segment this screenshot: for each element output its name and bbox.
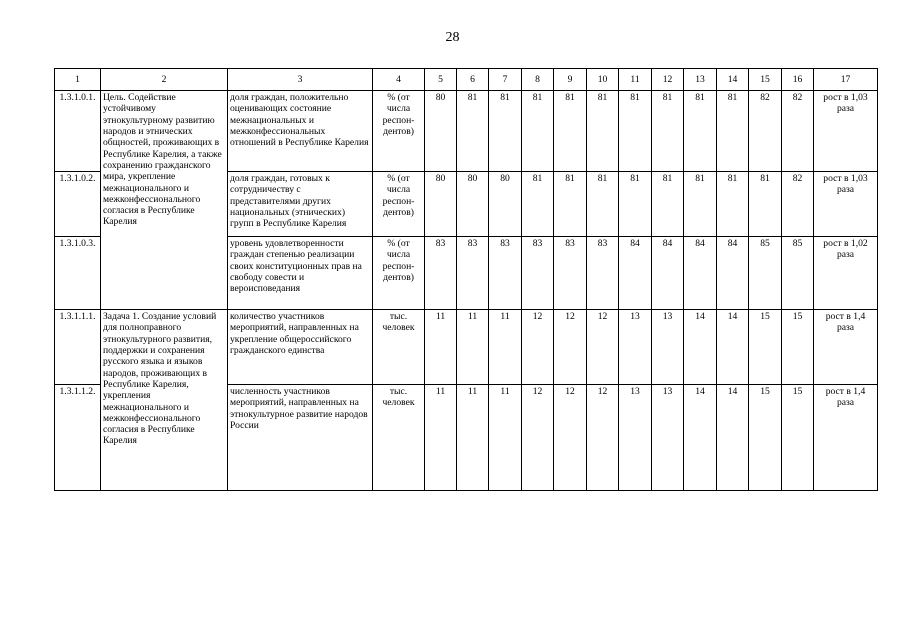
table-row [55,91,878,172]
value-cell: 14 [717,385,749,491]
column-number: 11 [619,69,652,91]
result-cell: рост в 1,4 раза [814,310,878,385]
value-cell: 80 [425,91,457,172]
value-cell: 81 [587,91,619,172]
value-cell: 15 [782,385,814,491]
result-cell: рост в 1,03 раза [814,91,878,172]
column-number: 17 [814,69,878,91]
value-cell: 11 [457,385,489,491]
value-cell: 15 [782,310,814,385]
column-number: 3 [228,69,373,91]
indicator-cell: численность участников мероприятий, направленных на этнокультурное развитие народов России [228,385,373,491]
value-cell: 81 [717,172,749,237]
value-cell: 12 [554,385,587,491]
value-cell: 81 [652,172,684,237]
value-cell: 81 [684,91,717,172]
column-number: 7 [489,69,522,91]
row-code: 1.3.1.1.1. [55,310,101,385]
column-number: 8 [522,69,554,91]
value-cell: 11 [425,385,457,491]
table-row [55,310,878,385]
indicator-cell: доля граждан, положительно оценивающих состояние межнациональных и межконфессиональных отношений в Республике Карелия [228,91,373,172]
unit-cell: % (от числа респон-дентов) [373,91,425,172]
value-cell: 81 [554,91,587,172]
value-cell: 81 [619,91,652,172]
value-cell: 13 [652,385,684,491]
value-cell: 13 [619,310,652,385]
result-cell: рост в 1,02 раза [814,237,878,310]
value-cell: 80 [425,172,457,237]
value-cell: 11 [489,385,522,491]
value-cell: 83 [425,237,457,310]
value-cell: 83 [554,237,587,310]
value-cell: 83 [587,237,619,310]
value-cell: 15 [749,385,782,491]
value-cell: 81 [749,172,782,237]
value-cell: 13 [652,310,684,385]
value-cell: 82 [782,172,814,237]
column-number: 10 [587,69,619,91]
page-number: 28 [445,30,460,45]
value-cell: 12 [522,310,554,385]
value-cell: 81 [684,172,717,237]
column-number: 16 [782,69,814,91]
task-cell: Задача 1. Создание условий для полноправного этнокультурного развития, поддержки и сохранения русского языка и языков народов, проживающих в Республике Карелия, укрепления межнационального и межконфессионального согласия в Республике Карелия [101,310,228,491]
header-row [55,69,878,91]
value-cell: 84 [717,237,749,310]
column-number: 9 [554,69,587,91]
value-cell: 81 [457,91,489,172]
column-number: 6 [457,69,489,91]
value-cell: 15 [749,310,782,385]
row-code: 1.3.1.0.2. [55,172,101,237]
unit-cell: % (от числа респон-дентов) [373,237,425,310]
unit-cell: % (от числа респон-дентов) [373,172,425,237]
indicator-cell: уровень удовлетворенности граждан степенью реализации своих конституционных прав на свободу совести и вероисповедания [228,237,373,310]
value-cell: 84 [684,237,717,310]
value-cell: 12 [587,310,619,385]
value-cell: 81 [587,172,619,237]
value-cell: 14 [717,310,749,385]
value-cell: 80 [457,172,489,237]
value-cell: 81 [554,172,587,237]
unit-cell: тыс. человек [373,310,425,385]
value-cell: 85 [749,237,782,310]
unit-cell: тыс. человек [373,385,425,491]
value-cell: 12 [554,310,587,385]
value-cell: 14 [684,310,717,385]
value-cell: 80 [489,172,522,237]
value-cell: 83 [489,237,522,310]
column-number: 1 [55,69,101,91]
value-cell: 14 [684,385,717,491]
result-cell: рост в 1,03 раза [814,172,878,237]
value-cell: 11 [425,310,457,385]
column-number: 2 [101,69,228,91]
value-cell: 83 [457,237,489,310]
value-cell: 13 [619,385,652,491]
value-cell: 82 [749,91,782,172]
value-cell: 11 [489,310,522,385]
value-cell: 83 [522,237,554,310]
column-number: 5 [425,69,457,91]
value-cell: 82 [782,91,814,172]
value-cell: 81 [489,91,522,172]
row-code: 1.3.1.0.1. [55,91,101,172]
value-cell: 81 [522,172,554,237]
column-number: 15 [749,69,782,91]
value-cell: 84 [619,237,652,310]
value-cell: 85 [782,237,814,310]
row-code: 1.3.1.1.2. [55,385,101,491]
value-cell: 81 [717,91,749,172]
indicator-cell: доля граждан, готовых к сотрудничеству с представителями других национальных (этнических) групп в Республике Карелия [228,172,373,237]
indicators-table [54,68,878,491]
column-number: 14 [717,69,749,91]
column-number: 12 [652,69,684,91]
column-number: 4 [373,69,425,91]
value-cell: 81 [652,91,684,172]
row-code: 1.3.1.0.3. [55,237,101,310]
value-cell: 11 [457,310,489,385]
goal-cell: Цель. Содействие устойчивому этнокультурному развитию народов и этнических общностей, проживающих в Республике Карелия, а также сохранению гражданского мира, укрепление межнационального и межконфессионального согласия в Республике Карелия [101,91,228,310]
value-cell: 84 [652,237,684,310]
value-cell: 81 [522,91,554,172]
value-cell: 12 [587,385,619,491]
indicator-cell: количество участников мероприятий, направленных на укрепление общероссийского гражданского единства [228,310,373,385]
value-cell: 12 [522,385,554,491]
value-cell: 81 [619,172,652,237]
result-cell: рост в 1,4 раза [814,385,878,491]
column-number: 13 [684,69,717,91]
